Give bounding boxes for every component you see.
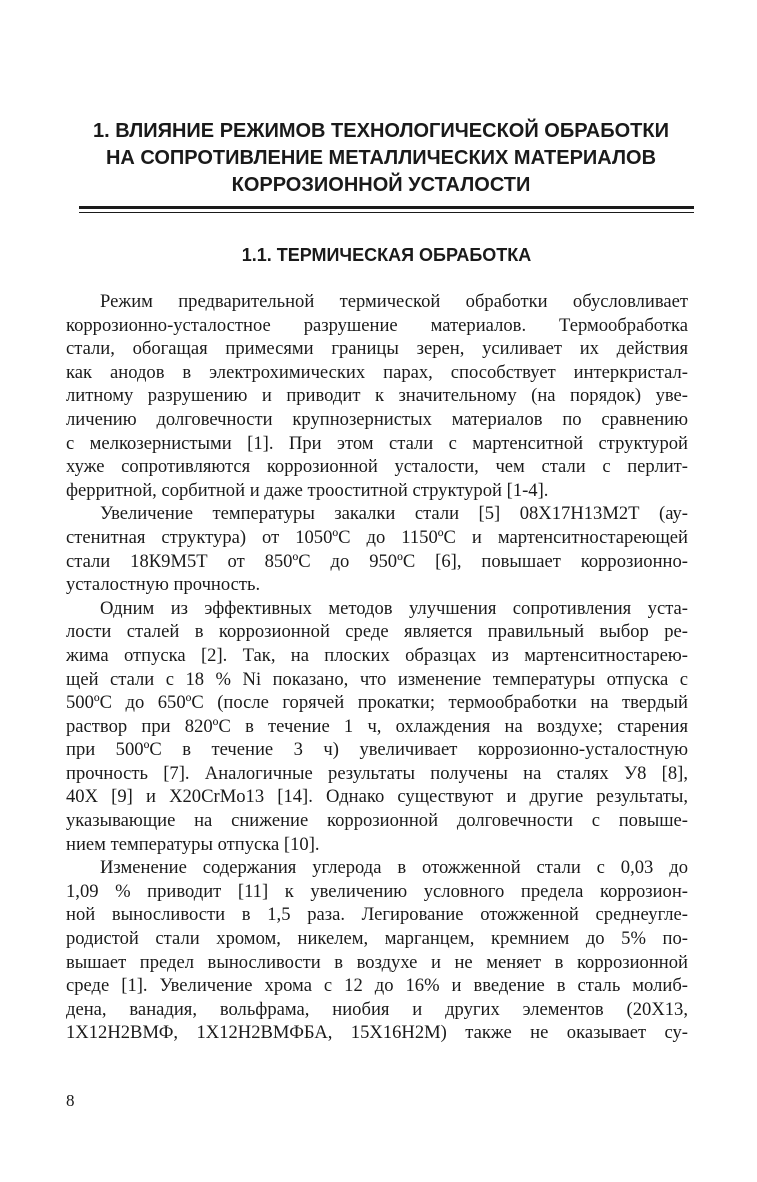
- text-line: родистой стали хромом, никелем, марганцем, кремнием до 5% по-: [66, 928, 688, 950]
- text-line: 1,09 % приводит [11] к увеличению условного предела коррозион-: [66, 880, 688, 902]
- chapter-title-line: КОРРОЗИОННОЙ УСТАЛОСТИ: [231, 174, 531, 196]
- text-line: жима отпуска [2]. Так, на плоских образцах из мартенситностарею-: [66, 644, 688, 666]
- text-line: Изменение содержания углерода в отожженной стали с 0,03 до: [100, 857, 688, 879]
- section-title: 1.1. ТЕРМИЧЕСКАЯ ОБРАБОТКА: [241, 245, 532, 265]
- text-line: стали, обогащая примесями границы зерен, усиливает их действия: [66, 338, 688, 360]
- chapter-title-line: 1. ВЛИЯНИЕ РЕЖИМОВ ТЕХНОЛОГИЧЕСКОЙ ОБРАБОТКИ: [93, 120, 669, 142]
- text-line: коррозионно-усталостное разрушение материалов. Термообработка: [66, 314, 688, 336]
- text-line: 500ºС до 650ºС (после горячей прокатки; термообработки на твердый: [66, 692, 688, 714]
- chapter-title-line: НА СОПРОТИВЛЕНИЕ МЕТАЛЛИЧЕСКИХ МАТЕРИАЛОВ: [105, 147, 657, 169]
- text-line: Увеличение температуры закалки стали [5] 08Х17Н13М2Т (ау-: [100, 503, 688, 525]
- text-line: стали 18К9М5Т от 850ºС до 950ºС [6], повышает коррозионно-: [66, 550, 688, 572]
- text-line: с мелкозернистыми [1]. При этом стали с мартенситной структурой: [66, 432, 688, 454]
- body-text: [66, 290, 688, 1045]
- text-line: личению долговечности крупнозернистых материалов по сравнению: [66, 408, 688, 430]
- text-line: щей стали с 18 % Ni показано, что изменение температуры отпуска с: [66, 668, 688, 690]
- text-line: среде [1]. Увеличение хрома с 12 до 16% и введение в сталь молиб-: [66, 975, 688, 997]
- text-line: 40Х [9] и X20CrMo13 [14]. Однако существуют и другие результаты,: [66, 786, 688, 808]
- text-line: нием температуры отпуска [10].: [66, 833, 320, 855]
- text-line: прочность [7]. Аналогичные результаты получены на сталях У8 [8],: [66, 762, 688, 784]
- text-line: дена, ванадия, вольфрама, ниобия и других элементов (20Х13,: [66, 998, 688, 1020]
- text-line: стенитная структура) от 1050ºС до 1150ºС и мартенситностареющей: [66, 526, 688, 548]
- title-divider-thin: [79, 212, 694, 213]
- page-number: 8: [66, 1091, 75, 1110]
- text-line: раствор при 820ºС в течение 1 ч, охлаждения на воздухе; старения: [66, 715, 688, 737]
- text-line: вышает предел выносливости в воздухе и не меняет в коррозионной: [66, 951, 688, 973]
- text-line: при 500ºС в течение 3 ч) увеличивает коррозионно-усталостную: [66, 739, 688, 761]
- text-line: ферритной, сорбитной и даже трооститной структурой [1-4].: [66, 479, 549, 501]
- text-line: 1Х12Н2ВМФ, 1Х12Н2ВМФБА, 15Х16Н2М) также не оказывает су-: [66, 1022, 688, 1044]
- text-line: как анодов в электрохимических парах, способствует интеркристал-: [66, 361, 688, 383]
- text-line: хуже сопротивляются коррозионной усталости, чем стали с перлит-: [66, 456, 688, 478]
- text-line: указывающие на снижение коррозионной долговечности с повыше-: [66, 810, 688, 832]
- text-line: ной выносливости в 1,5 раза. Легирование отожженной среднеугле-: [66, 904, 688, 926]
- text-line: литному разрушению и приводит к значительному (на порядок) уве-: [66, 385, 688, 407]
- text-line: Режим предварительной термической обработки обусловливает: [100, 291, 688, 312]
- text-line: лости сталей в коррозионной среде является правильный выбор ре-: [66, 621, 688, 643]
- chapter-title: [66, 118, 696, 199]
- text-line: Одним из эффективных методов улучшения сопротивления уста-: [100, 597, 688, 619]
- text-line: усталостную прочность.: [66, 574, 261, 596]
- title-divider-thick: [79, 206, 694, 209]
